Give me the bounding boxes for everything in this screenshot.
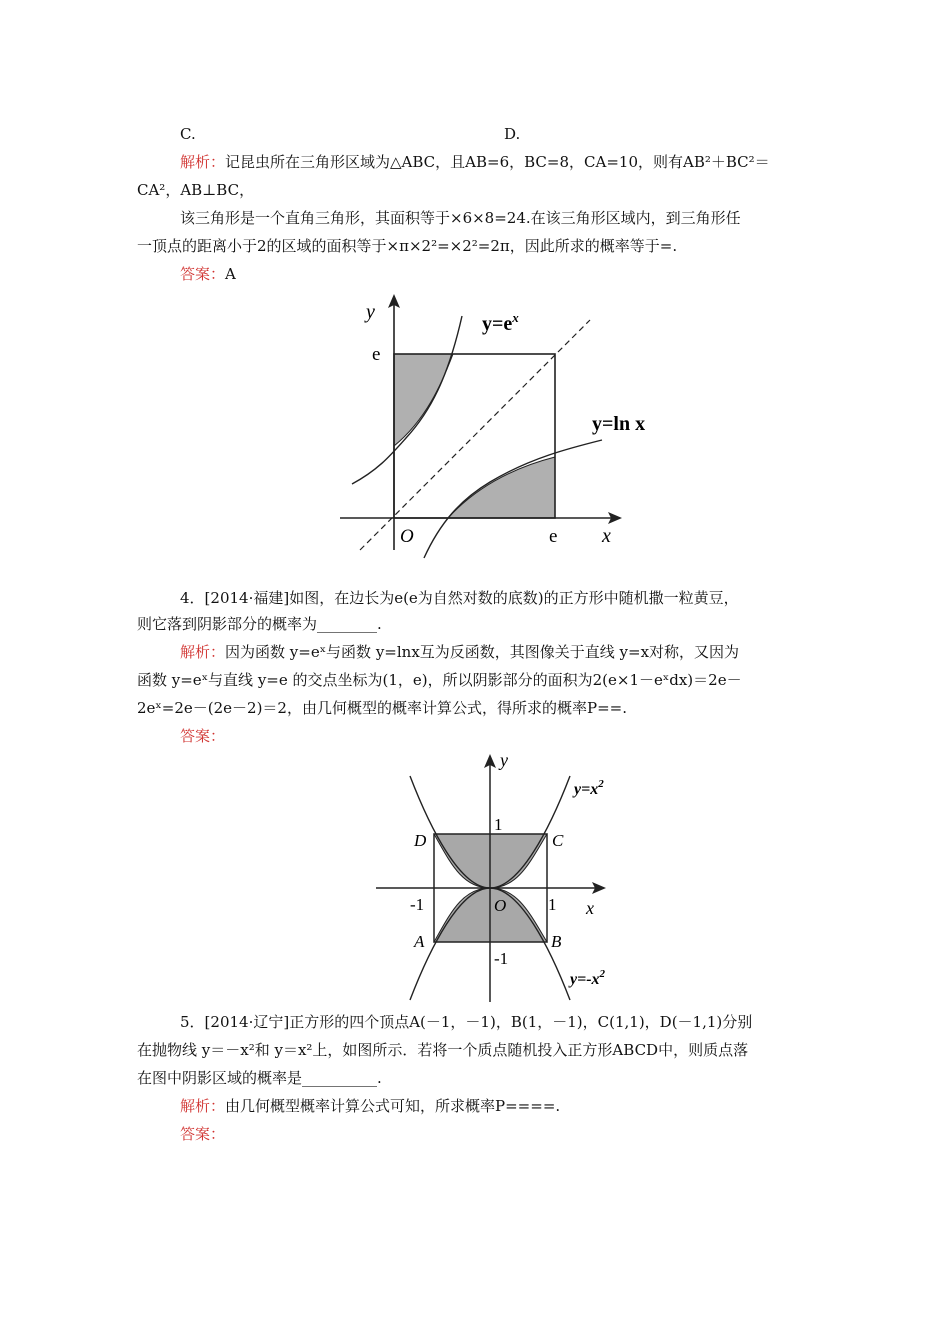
fig2-curve-down-text: y=-x xyxy=(570,971,600,988)
figure-parabolas xyxy=(370,748,630,1006)
q4-answer-label: 答案： xyxy=(180,727,226,745)
fig2-curve-up-label xyxy=(572,778,604,798)
fig2-y-label: y xyxy=(500,750,508,770)
q3-analysis-label: 解析： xyxy=(180,153,226,171)
q5-stem-line3: 在图中阴影区域的概率是__________. xyxy=(137,1069,382,1087)
fig2-curve-up-text: y=x xyxy=(574,781,599,798)
fig2-curve-down-label xyxy=(568,968,606,988)
figure-exp-ln xyxy=(330,288,646,558)
q4-analysis-line3: 2eˣ=2e－(2e－2)＝2，由几何概型的概率计算公式，得所求的概率P==. xyxy=(137,699,627,717)
q3-analysis-line2: CA²，AB⊥BC， xyxy=(137,181,255,199)
fig2-curve-up-sup: 2 xyxy=(598,778,604,790)
fig2-point-b: B xyxy=(551,932,562,951)
q5-stem-line1: 5．[2014·辽宁]正方形的四个顶点A(－1，－1)，B(1，－1)，C(1,1)，D(－1,1)分别 xyxy=(180,1013,753,1031)
fig1-x-label: x xyxy=(602,525,611,547)
q3-answer-value: A xyxy=(225,265,236,283)
fig1-e-y-label: e xyxy=(372,344,381,365)
fig2-origin-label: O xyxy=(494,896,507,915)
fig2-point-c: C xyxy=(552,831,564,850)
fig1-y-label: y xyxy=(366,301,375,323)
fig2-tick-neg1-y: -1 xyxy=(494,949,509,968)
q5-analysis-text1: 由几何概型概率计算公式可知，所求概率P====. xyxy=(225,1097,561,1115)
fig2-x-label: x xyxy=(586,898,594,918)
fig2-point-d: D xyxy=(414,831,427,850)
q3-answer xyxy=(180,264,236,284)
q5-analysis-line1 xyxy=(180,1096,560,1116)
fig2-curve-down-sup: 2 xyxy=(599,968,606,980)
shaded-region-upper xyxy=(394,354,453,446)
fig1-curve-ln-label: y=ln x xyxy=(592,413,646,435)
q3-para-line2: 一顶点的距离小于2的区域的面积等于×π×2²=×2²=2π，因此所求的概率等于=. xyxy=(137,237,678,255)
fig1-curve-exp-sup: x xyxy=(512,310,519,325)
fig2-tick-1-y: 1 xyxy=(494,815,503,834)
q5-analysis-label: 解析： xyxy=(180,1097,226,1115)
q3-answer-label: 答案： xyxy=(180,265,226,283)
fig2-tick-neg1-x: -1 xyxy=(410,895,425,914)
q4-analysis-text1: 因为函数 y=eˣ与函数 y=lnx互为反函数，其图像关于直线 y=x对称，又因为 xyxy=(225,643,740,661)
q3-para-line1: 该三角形是一个直角三角形，其面积等于×6×8=24.在该三角形区域内，到三角形任 xyxy=(180,209,741,227)
q5-stem-line2: 在抛物线 y＝－x²和 y＝x²上，如图所示．若将一个质点随机投入正方形ABCD中，则质点落 xyxy=(137,1041,749,1059)
fig1-curve-exp-label xyxy=(482,310,519,335)
fig1-curve-exp-text: y=e xyxy=(482,313,513,335)
q4-stem-line2: 则它落到阴影部分的概率为________. xyxy=(137,615,382,633)
fig1-origin-label: O xyxy=(400,526,414,547)
option-c: C. xyxy=(180,125,196,143)
q4-stem-line1: 4．[2014·福建]如图，在边长为e(e为自然对数的底数)的正方形中随机撒一粒黄豆， xyxy=(180,589,739,607)
fig2-point-a: A xyxy=(414,932,425,951)
q5-answer xyxy=(180,1124,225,1144)
fig1-e-x-label: e xyxy=(549,526,558,547)
q4-analysis-line2: 函数 y=eˣ与直线 y=e 的交点坐标为(1，e)，所以阴影部分的面积为2(e×1－eˣdx)＝2e－ xyxy=(137,671,742,689)
q5-answer-label: 答案： xyxy=(180,1125,226,1143)
shaded-region-lower xyxy=(448,457,555,518)
q3-analysis-line1 xyxy=(180,152,770,172)
q4-analysis-label: 解析： xyxy=(180,643,226,661)
q4-answer xyxy=(180,726,225,746)
q3-analysis-text1: 记昆虫所在三角形区域为△ABC，且AB=6，BC=8，CA=10，则有AB²＋BC²＝ xyxy=(225,153,770,171)
fig2-tick-1-x: 1 xyxy=(548,895,557,914)
q4-analysis-line1 xyxy=(180,642,739,662)
option-d: D. xyxy=(504,125,521,143)
